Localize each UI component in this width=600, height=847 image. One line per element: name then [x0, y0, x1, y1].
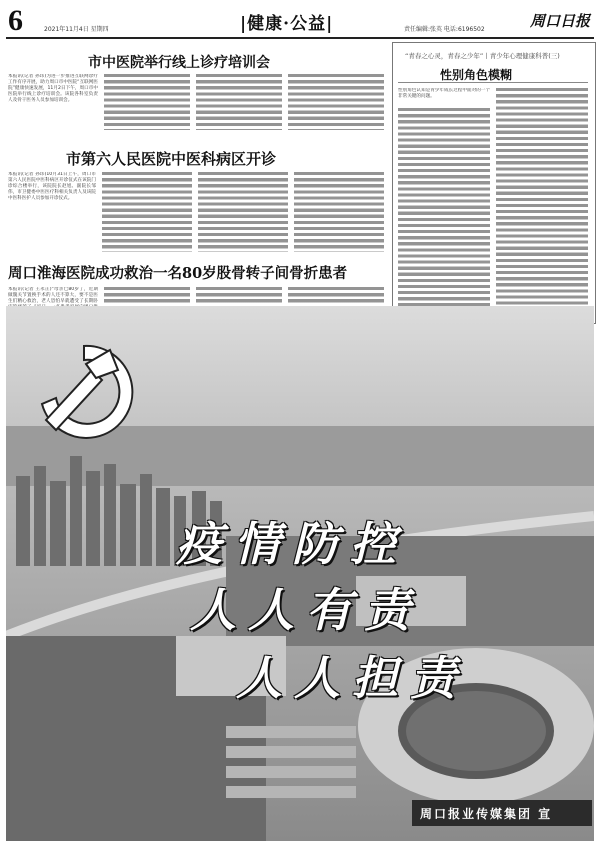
page-number: 6: [8, 4, 23, 37]
poster-slogan-line-1: 疫情防控: [176, 517, 408, 571]
article-2-lead: 本报讯(记者 孙玮)10月31日上午，周口市第六人民医院中医科病区开诊仪式在该院门诊综合楼举行，该院院长赵旭、副院长邹伟，市卫健委中医医疗科相关负责人及该院中医科医护人员参加开诊仪式。: [8, 172, 96, 202]
poster-slogan-line-3: 人人担责: [236, 651, 468, 705]
article-1-lead: 本报讯(记者 孙玮)为进一步推进互联网诊疗工作有序开展，助力周口市中医院“互联网医院”健康快速发展，11月2日下午，周口市中医院举行线上诊疗培训会。该院各科室负责人及骨干医务人员参加培训会。: [8, 74, 98, 104]
sidebar-rule: [398, 82, 588, 83]
article-2-column-3: [198, 172, 288, 252]
article-2-headline: 市第六人民医院中医科病区开诊: [66, 150, 277, 168]
sidebar-column-2: [496, 88, 588, 313]
editor-credit: 责任编辑:张英 电话:6196502: [404, 26, 485, 33]
section-title: |健康·公益|: [240, 14, 334, 34]
article-1-column-3: [196, 74, 282, 130]
sidebar-lead: 性别角色认知是青少年成长过程中面对的一个非常关键的问题。: [398, 88, 490, 100]
article-3-column-3: [196, 287, 282, 305]
newspaper-logo: 周口日报: [530, 12, 591, 30]
article-3-column-4: [288, 287, 384, 305]
article-2-column-4: [294, 172, 384, 252]
article-1-headline: 市中医院举行线上诊疗培训会: [88, 55, 270, 71]
sidebar-column-1: [398, 108, 490, 313]
article-3-headline: 周口淮海医院成功救治一名80岁股骨转子间骨折患者: [8, 265, 348, 282]
article-3-column-2: [104, 287, 190, 305]
article-1-column-4: [288, 74, 384, 130]
sidebar-kicker: “青春之心灵，青春之少年”丨青少年心理健康科普(三): [405, 52, 560, 60]
article-2-column-2: [102, 172, 192, 252]
article-1-column-2: [104, 74, 190, 130]
issue-date: 2021年11月4日 星期四: [44, 26, 109, 33]
article-3-lead: 本报讯(记者 王永正)“母亲已80岁了，近期做髋关节置换手术的人还不算大，要不是医生们精心救治，老人恐怕早就遭受了长期卧: [8, 287, 98, 305]
poster-credit: 周口报业传媒集团 宣: [420, 807, 553, 821]
sidebar-title: 性别角色模糊: [440, 68, 513, 82]
poster-slogan-line-2: 人人有责: [190, 583, 422, 637]
header-rule: [6, 37, 594, 39]
